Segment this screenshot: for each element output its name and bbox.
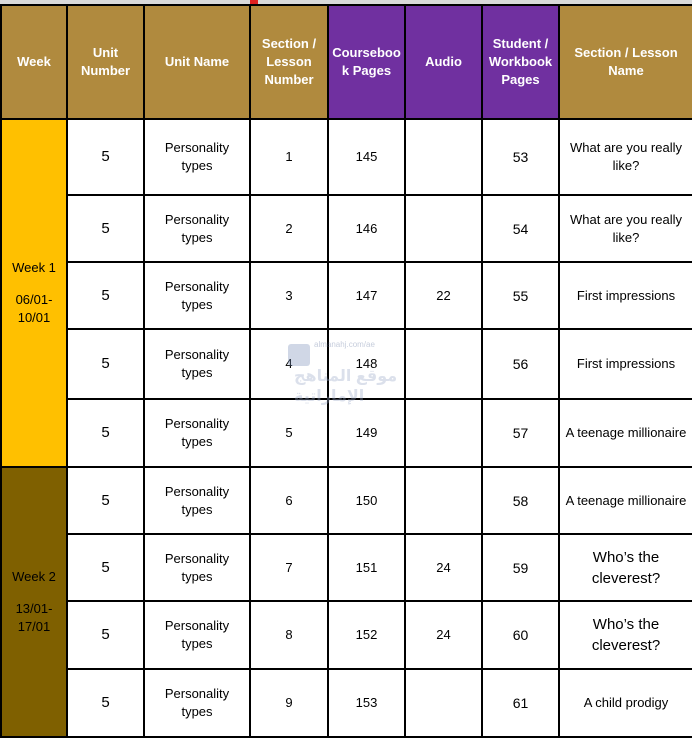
audio-cell [405,467,482,534]
section-number-cell: 9 [250,669,328,737]
unit-number-cell: 5 [67,399,144,467]
unit-name-cell: Personality types [144,534,250,601]
unit-number-cell: 5 [67,669,144,737]
audio-cell [405,669,482,737]
header-week: Week [1,5,67,119]
unit-number-cell: 5 [67,262,144,329]
audio-cell [405,195,482,262]
table-row [1,669,692,737]
week-2-dates: 13/01- 17/01 [15,601,53,634]
section-number-cell: 4 [250,329,328,399]
table-row [1,195,692,262]
unit-name-cell: Personality types [144,399,250,467]
workbook-pages-cell: 61 [482,669,559,737]
unit-number-cell: 5 [67,119,144,195]
week-1-label: Week 1 [12,260,56,275]
table-row [1,534,692,601]
header-coursebook-pages: Courseboo k Pages [328,5,405,119]
table-row [1,119,692,195]
lesson-name-cell: A teenage millionaire [559,399,692,467]
header-unit-name: Unit Name [144,5,250,119]
week-2-cell [1,467,67,737]
header-row [1,5,692,119]
unit-name-cell: Personality types [144,195,250,262]
header-workbook-pages: Student / Workbook Pages [482,5,559,119]
workbook-pages-cell: 53 [482,119,559,195]
workbook-pages-cell: 56 [482,329,559,399]
unit-number-cell: 5 [67,329,144,399]
header-lesson-name: Section / Lesson Name [559,5,692,119]
section-number-cell: 6 [250,467,328,534]
section-number-cell: 5 [250,399,328,467]
table-row [1,467,692,534]
header-unit-number: Unit Number [67,5,144,119]
unit-name-cell: Personality types [144,601,250,669]
unit-number-cell: 5 [67,195,144,262]
coursebook-pages-cell: 148 [328,329,405,399]
header-section-number: Section / Lesson Number [250,5,328,119]
unit-number-cell: 5 [67,534,144,601]
unit-name-cell: Personality types [144,669,250,737]
table-row [1,329,692,399]
audio-cell [405,399,482,467]
audio-cell [405,329,482,399]
workbook-pages-cell: 54 [482,195,559,262]
workbook-pages-cell: 58 [482,467,559,534]
unit-name-cell: Personality types [144,467,250,534]
table-row [1,601,692,669]
unit-number-cell: 5 [67,601,144,669]
workbook-pages-cell: 55 [482,262,559,329]
coursebook-pages-cell: 145 [328,119,405,195]
unit-name-cell: Personality types [144,329,250,399]
week-1-dates: 06/01- 10/01 [15,292,53,325]
unit-number-cell: 5 [67,467,144,534]
lesson-schedule-table [0,4,692,738]
coursebook-pages-cell: 152 [328,601,405,669]
audio-cell [405,119,482,195]
watermark-url: almanahj.com/ae [314,340,375,349]
watermark-title: موقع المناهج الإماراتية [294,368,398,405]
coursebook-pages-cell: 147 [328,262,405,329]
audio-cell: 24 [405,601,482,669]
week-1-cell [1,119,67,467]
unit-name-cell: Personality types [144,119,250,195]
coursebook-pages-cell: 150 [328,467,405,534]
table-row [1,262,692,329]
lesson-name-cell: First impressions [559,262,692,329]
section-number-cell: 2 [250,195,328,262]
coursebook-pages-cell: 151 [328,534,405,601]
lesson-name-cell: What are you really like? [559,119,692,195]
table-row [1,399,692,467]
workbook-pages-cell: 60 [482,601,559,669]
unit-name-cell: Personality types [144,262,250,329]
workbook-pages-cell: 57 [482,399,559,467]
coursebook-pages-cell: 146 [328,195,405,262]
coursebook-pages-cell: 153 [328,669,405,737]
lesson-name-cell: A child prodigy [559,669,692,737]
lesson-name-cell: A teenage millionaire [559,467,692,534]
workbook-pages-cell: 59 [482,534,559,601]
audio-cell: 24 [405,534,482,601]
lesson-name-cell: Who’s the cleverest? [559,534,692,601]
section-number-cell: 8 [250,601,328,669]
lesson-name-cell: First impressions [559,329,692,399]
coursebook-pages-cell: 149 [328,399,405,467]
header-audio: Audio [405,5,482,119]
section-number-cell: 1 [250,119,328,195]
week-2-label: Week 2 [12,569,56,584]
lesson-name-cell: Who’s the cleverest? [559,601,692,669]
section-number-cell: 3 [250,262,328,329]
section-number-cell: 7 [250,534,328,601]
audio-cell: 22 [405,262,482,329]
lesson-name-cell: What are you really like? [559,195,692,262]
